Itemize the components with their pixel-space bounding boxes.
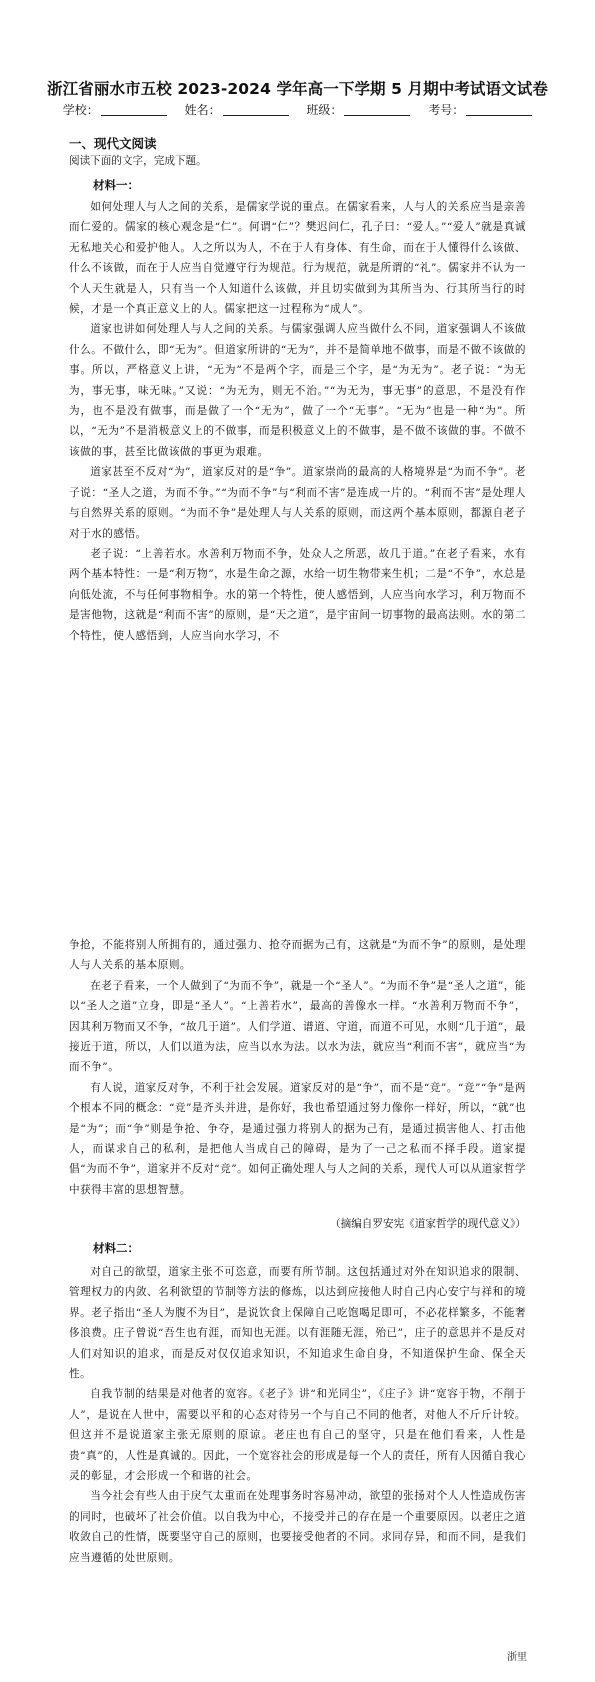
paragraph: 争抢，不能将别人所拥有的，通过强力、抢夺而据为己有，这就是“为而不争”的原则，是处理人与人关系的基本原则。: [69, 939, 526, 972]
paragraph: 老子说：“上善若水。水善利万物而不争，处众人之所恶，故几于道。”在老子看来，水有两个基本特性：一是“利万物”，水是生命之源，水给一切生物带来生机；二是“不争”，水总是向低处流，不与任何事物相争。水的第一个特性，使人感悟到，人应当向水学习，利万物而不是害他物，这就是“利而不害”的原则，是“天之道”，是宇宙间一切事物的最高法则。水的第二个特性，使人感悟到，人应当向水学习，不: [69, 547, 526, 642]
paragraph: 有人说，道家反对争，不利于社会发展。道家反对的是“争”，而不是“竞”。“竞”“争”是两个根本不同的概念：“竞”是齐头并进，是你好，我也希望通过努力像你一样好，所以，“就”也是“为”；而“争”则是争抢、争夺，是通过强力将别人的据为己有，是通过损害他人、打击他人，而谋求自己的私利，是把他人当成自己的障碍，是为了一己之私而不择手段。道家提倡“为而不争”，道家并不反对“竞”。如何正确处理人与人之间的关系，现代人可以从道家哲学中获得丰富的思想智慧。: [69, 1081, 526, 1196]
exam-no-blank[interactable]: [466, 103, 532, 116]
page-footer: 浙里: [507, 1652, 527, 1663]
material2-label: 材料二：: [93, 1241, 139, 1255]
school-blank[interactable]: [101, 103, 167, 116]
school-label: 学校：: [62, 103, 99, 117]
material2-text: [69, 1262, 526, 1568]
paragraph: 在老子看来，一个人做到了“为而不争”，就是一个“圣人”。“为而不争”是“圣人之道”，能以“圣人之道”立身，即是“圣人”。“上善若水”，最高的善像水一样。“水善利万物而不争”，因其利万物而又不争，“故几于道”。人们学道、谱道、守道，而道不可见，水则“几于道”，最接近于道，所以，人们以道为法，应当以水为法。以水为法，就应当“利而不害”，就应当“为而不争”。: [69, 979, 526, 1074]
exam-no-label: 考号：: [428, 103, 465, 117]
reading-instruction: 阅读下面的文字，完成下题。: [69, 155, 207, 167]
class-blank[interactable]: [344, 103, 410, 116]
material1-label: 材料一：: [93, 178, 139, 192]
paragraph: 道家甚至不反对“为”，道家反对的是“争”。道家崇尚的最高的人格境界是“为而不争”。老子说：“圣人之道，为而不争。”“为而不争”与“利而不害”是连成一片的。“利而不害”是处理人与自然界关系的原则。“为而不争”是处理人与人关系的原则，而这两个基本原则，都源自老子对于水的感悟。: [69, 466, 526, 540]
paragraph: 如何处理人与人之间的关系，是儒家学说的重点。在儒家看来，人与人的关系应当是亲善而仁爱的。儒家的核心观念是“仁”。何谓“仁”？樊迟问仁，孔子曰：“爱人。”“爱人”就是真诚无私地关心和爱护他人。人之所以为人，不在于人有身体、有生命，而在于人懂得什么该做、什么不该做，而在于人应当自觉遵守行为规范。行为规范，就是所谓的“礼”。儒家并不认为一个人天生就是人，只有当一个人知道什么该做，并且切实做到为其所当为、行其所当行的时候，才是一个真正意义上的人。儒家把这一过程称为“成人”。: [69, 201, 526, 316]
student-info-fields: [0, 101, 595, 118]
paragraph: 道家也讲如何处理人与人之间的关系。与儒家强调人应当做什么不同，道家强调人不该做什么。不做什么，即“无为”。但道家所讲的“无为”，并不是简单地不做事，而是不做不该做的事。所以，严格意义上讲，“无为”不是两个字，而是三个字，是“为无为”。老子说：“为无为，事无事，味无味。”又说：“为无为，则无不治。”“为无为，事无事”的意思，不是没有作为，也不是没有做事，而是做了一个“无为”，做了一个“无事”。“无为”也是一种“为”。所以，“无为”不是消极意义上的不做事，而是积极意义上的不做事，是不做不该做的事。不做不该做的事，甚至比做该做的事更为艰难。: [69, 323, 526, 458]
name-label: 姓名：: [184, 103, 221, 117]
paragraph: 对自己的欲望，道家主张不可恣意，而要有所节制。这包括通过对外在知识追求的限制、管理权力的内敛、名利欲望的节制等方法的修炼，以达到应接他人时自己内心安宁与祥和的境界。老子指出“圣人为腹不为目”，是说饮食上保障自己吃饱喝足即可，不必花样繁多，不能奢侈浪费。庄子曾说“吾生也有涯，而知也无涯。以有涯随无涯，殆已”，庄子的意思并不是反对人们对知识的追求，而是反对仅仅追求知识，不知追求生命自身，不知道保护生命、保全天性。: [69, 1266, 526, 1381]
material1-text-page1: [69, 197, 526, 646]
paragraph: 自我节制的结果是对他者的宽容。《老子》讲“和光同尘”，《庄子》讲“宽容于物，不削于人”，是说在人世中，需要以平和的心态对待另一个与自己不同的他者，对他人不斤斤计较。但这并不是说道家主张无原则的原谅。老庄也有自己的坚守，只是在他们看来，人性是贵“真”的，人性是真诚的。因此，一个宽容社会的形成是每一个人的责任，所有人因循自我心灵的彰显，才会形成一个和谐的社会。: [69, 1388, 526, 1483]
paragraph: 当今社会有些人由于戾气太重而在处理事务时容易冲动，欲望的张扬对个人人性造成伤害的同时，也破坏了社会价值。以自我为中心，不接受并己的存在是一个重要原因。以老庄之道收敛自己的性情，既要坚守自己的原则，也要接受他者的不同。求同存异，和而不同，是我们应当遵循的处世原则。: [69, 1490, 526, 1564]
name-blank[interactable]: [223, 103, 289, 116]
section-heading: 一、现代文阅读: [69, 136, 157, 151]
exam-title: 浙江省丽水市五校 2023-2024 学年高一下学期 5 月期中考试语文试卷: [47, 80, 548, 98]
class-label: 班级：: [306, 103, 343, 117]
material1-source: （摘编自罗安宪《道家哲学的现代意义》）: [330, 1218, 526, 1230]
material1-text-page2: [69, 935, 526, 1200]
